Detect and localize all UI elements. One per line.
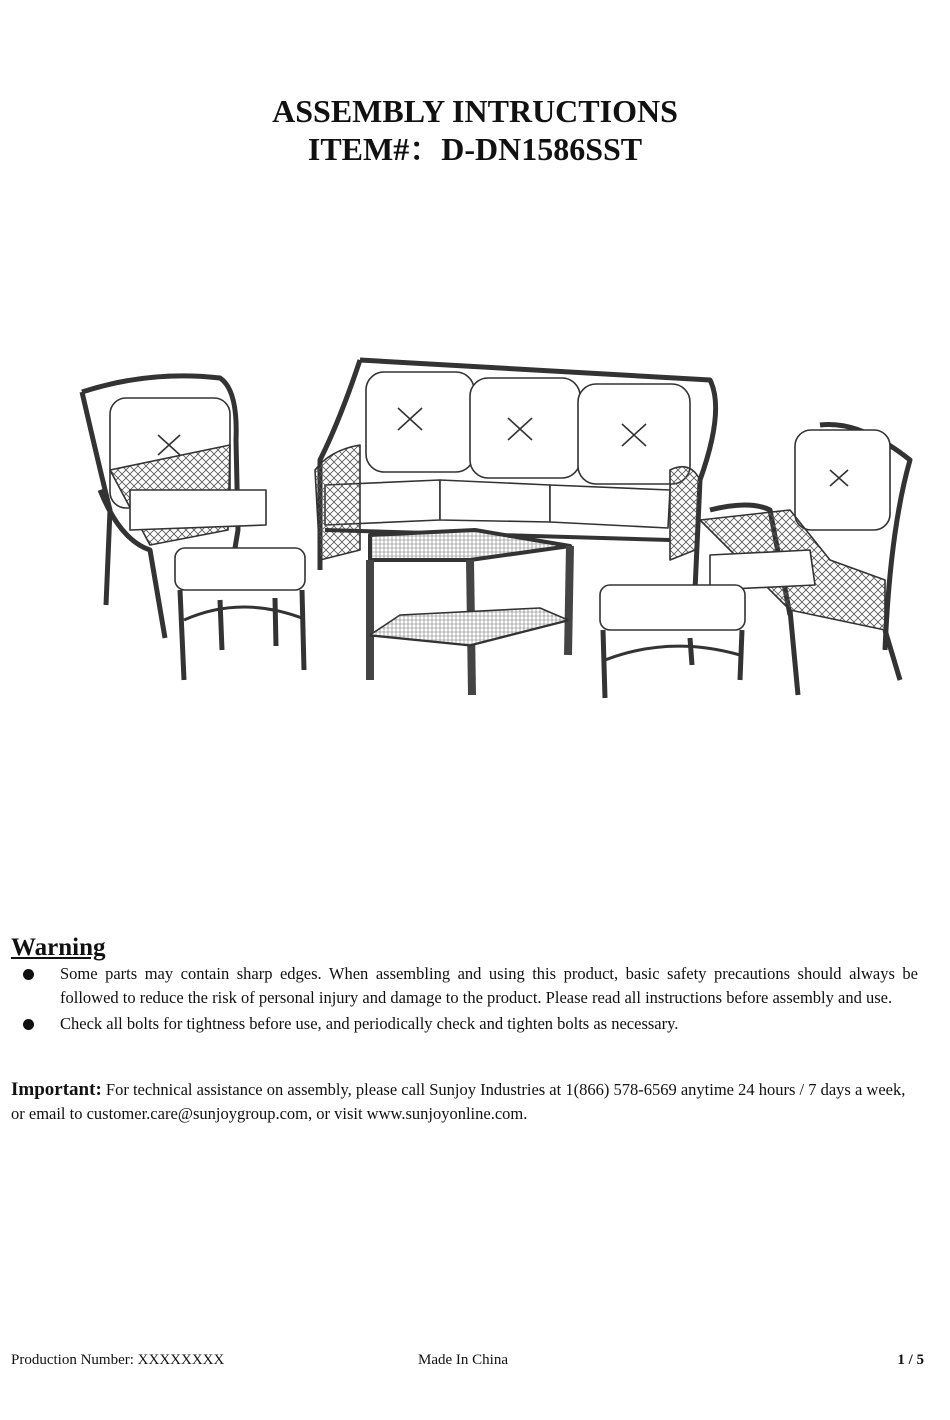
- important-text: For technical assistance on assembly, please call Sunjoy Industries at 1(866) 578-6569 anytime 24 hours / 7 days a week, or email to customer.care@sunjoygroup.com, or visit www.sunjoyonline.com.: [11, 1080, 906, 1123]
- production-number: Production Number: XXXXXXXX: [11, 1352, 225, 1368]
- title-line-2: ITEM#：D-DN1586SST: [307, 131, 643, 167]
- important-note: [11, 1078, 916, 1126]
- coffee-table: [370, 530, 570, 695]
- bullet-icon: [23, 1019, 34, 1030]
- right-ottoman: [600, 585, 745, 698]
- bullet-icon: [23, 969, 34, 980]
- important-label: Important:: [11, 1079, 102, 1100]
- list-item: [18, 962, 918, 1010]
- page-number: 1 / 5: [897, 1352, 924, 1368]
- left-ottoman: [175, 548, 305, 680]
- warning-heading: Warning: [11, 934, 106, 961]
- patio-furniture-illustration: [70, 350, 930, 740]
- left-armchair: [82, 376, 266, 638]
- title-line-1: ASSEMBLY INTRUCTIONS: [272, 93, 678, 129]
- right-armchair: [700, 424, 910, 695]
- warning-item-text: Check all bolts for tightness before use, and periodically check and tighten bolts as necessary.: [60, 1014, 679, 1033]
- warning-list: [18, 962, 918, 1038]
- list-item: [18, 1012, 918, 1036]
- made-in: Made In China: [418, 1352, 508, 1368]
- warning-item-text: Some parts may contain sharp edges. When assembling and using this product, basic safety precautions should always be followed to reduce the risk of personal injury and damage to the product. Please read all instructions before assembly and use.: [60, 964, 918, 1007]
- document-title: [0, 92, 950, 168]
